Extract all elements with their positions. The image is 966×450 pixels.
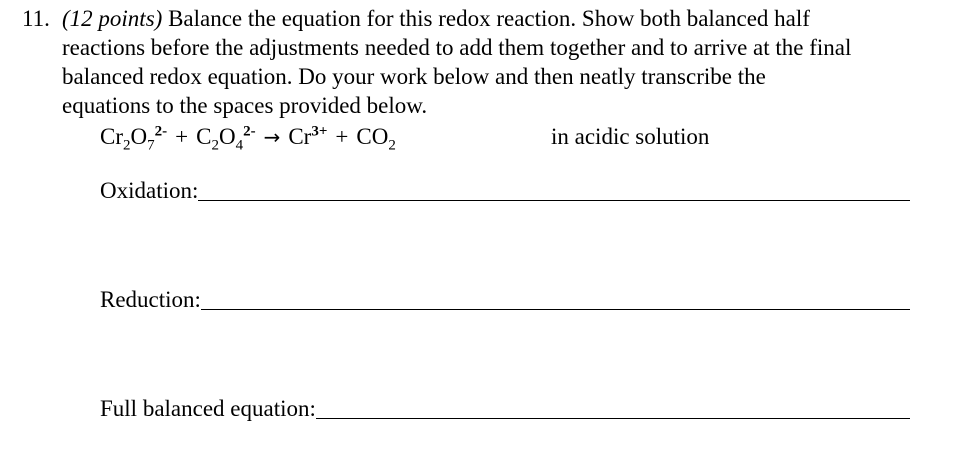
oxidation-answer-row [100,176,910,205]
question-line-4: equations to the spaces provided below. [62,93,428,118]
question-line-3: balanced redox equation. Do your work below and then neatly transcribe the [62,64,766,89]
redox-equation [100,122,396,152]
full-equation-answer-line[interactable] [316,396,910,419]
reduction-label: Reduction: [100,287,201,312]
oxalate-formula: $C_2O_4^{2-}$ [196,123,256,154]
dichromate-formula: $Cr_2O_7^{2-}$ [100,123,168,154]
reduction-answer-row [100,285,910,314]
question-number: 11. [22,6,50,31]
oxidation-label: Oxidation: [100,178,199,203]
question-text-1: Balance the equation for this redox reaction. Show both balanced half [162,6,810,31]
question-11 [22,4,952,120]
plus-sign: + [175,124,189,149]
chromium-ion-formula: $Cr^{3+}$ [288,123,328,149]
carbon-dioxide-formula: $CO_2$ [356,124,396,154]
question-points: (12 points) [62,6,163,31]
reduction-answer-line[interactable] [201,287,910,310]
question-line-2: reactions before the adjustments needed to add them together and to arrive at the final [62,35,852,60]
oxidation-answer-line[interactable] [198,178,910,201]
question-line-1 [22,4,952,33]
plus-sign: + [335,124,349,149]
full-equation-label: Full balanced equation: [100,396,316,421]
full-equation-answer-row [100,394,910,423]
reaction-condition: in acidic solution [551,124,710,149]
reaction-arrow-icon: → [263,125,281,149]
